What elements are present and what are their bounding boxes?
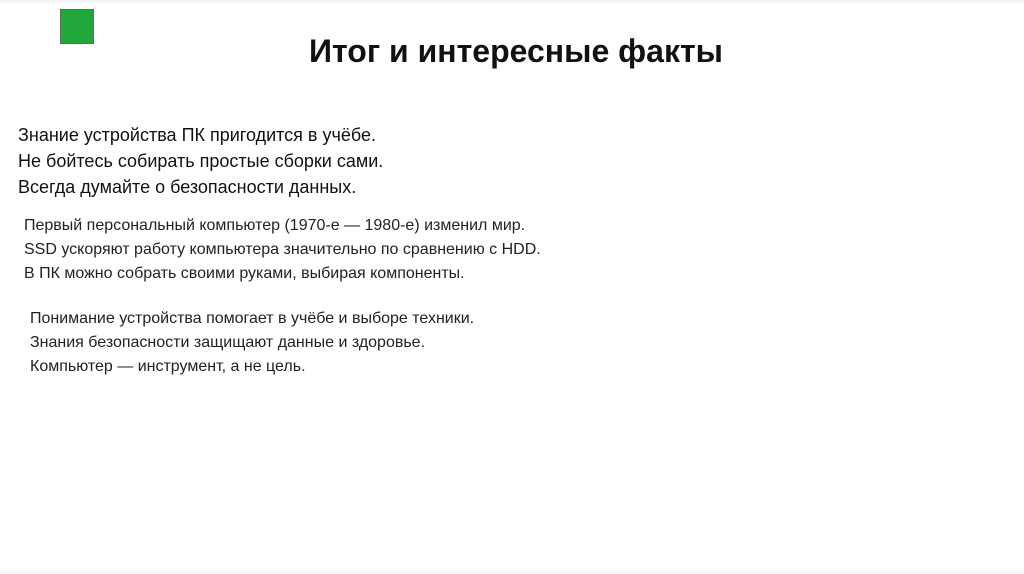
conclusion-item: Понимание устройства помогает в учёбе и выборе техники. [30,310,475,327]
conclusions-list [30,307,474,379]
slide-title: Итог и интересные факты [309,33,723,69]
fact-item: SSD ускоряют работу компьютера значительно по сравнению с HDD. [24,241,541,258]
summary-item: Всегда думайте о безопасности данных. [18,177,357,197]
summary-item: Знание устройства ПК пригодится в учёбе. [18,125,377,145]
fact-item: Первый персональный компьютер (1970-е — 1980-е) изменил мир. [24,217,526,234]
summary-item: Не бойтесь собирать простые сборки сами. [18,151,384,171]
summary-list [18,122,383,200]
conclusion-item: Знания безопасности защищают данные и здоровье. [30,334,426,351]
top-divider [0,0,1024,3]
conclusion-item: Компьютер — инструмент, а не цель. [30,358,306,375]
facts-list [24,214,541,286]
bottom-edge [0,566,1024,574]
fact-item: В ПК можно собрать своими руками, выбирая компоненты. [24,265,465,282]
